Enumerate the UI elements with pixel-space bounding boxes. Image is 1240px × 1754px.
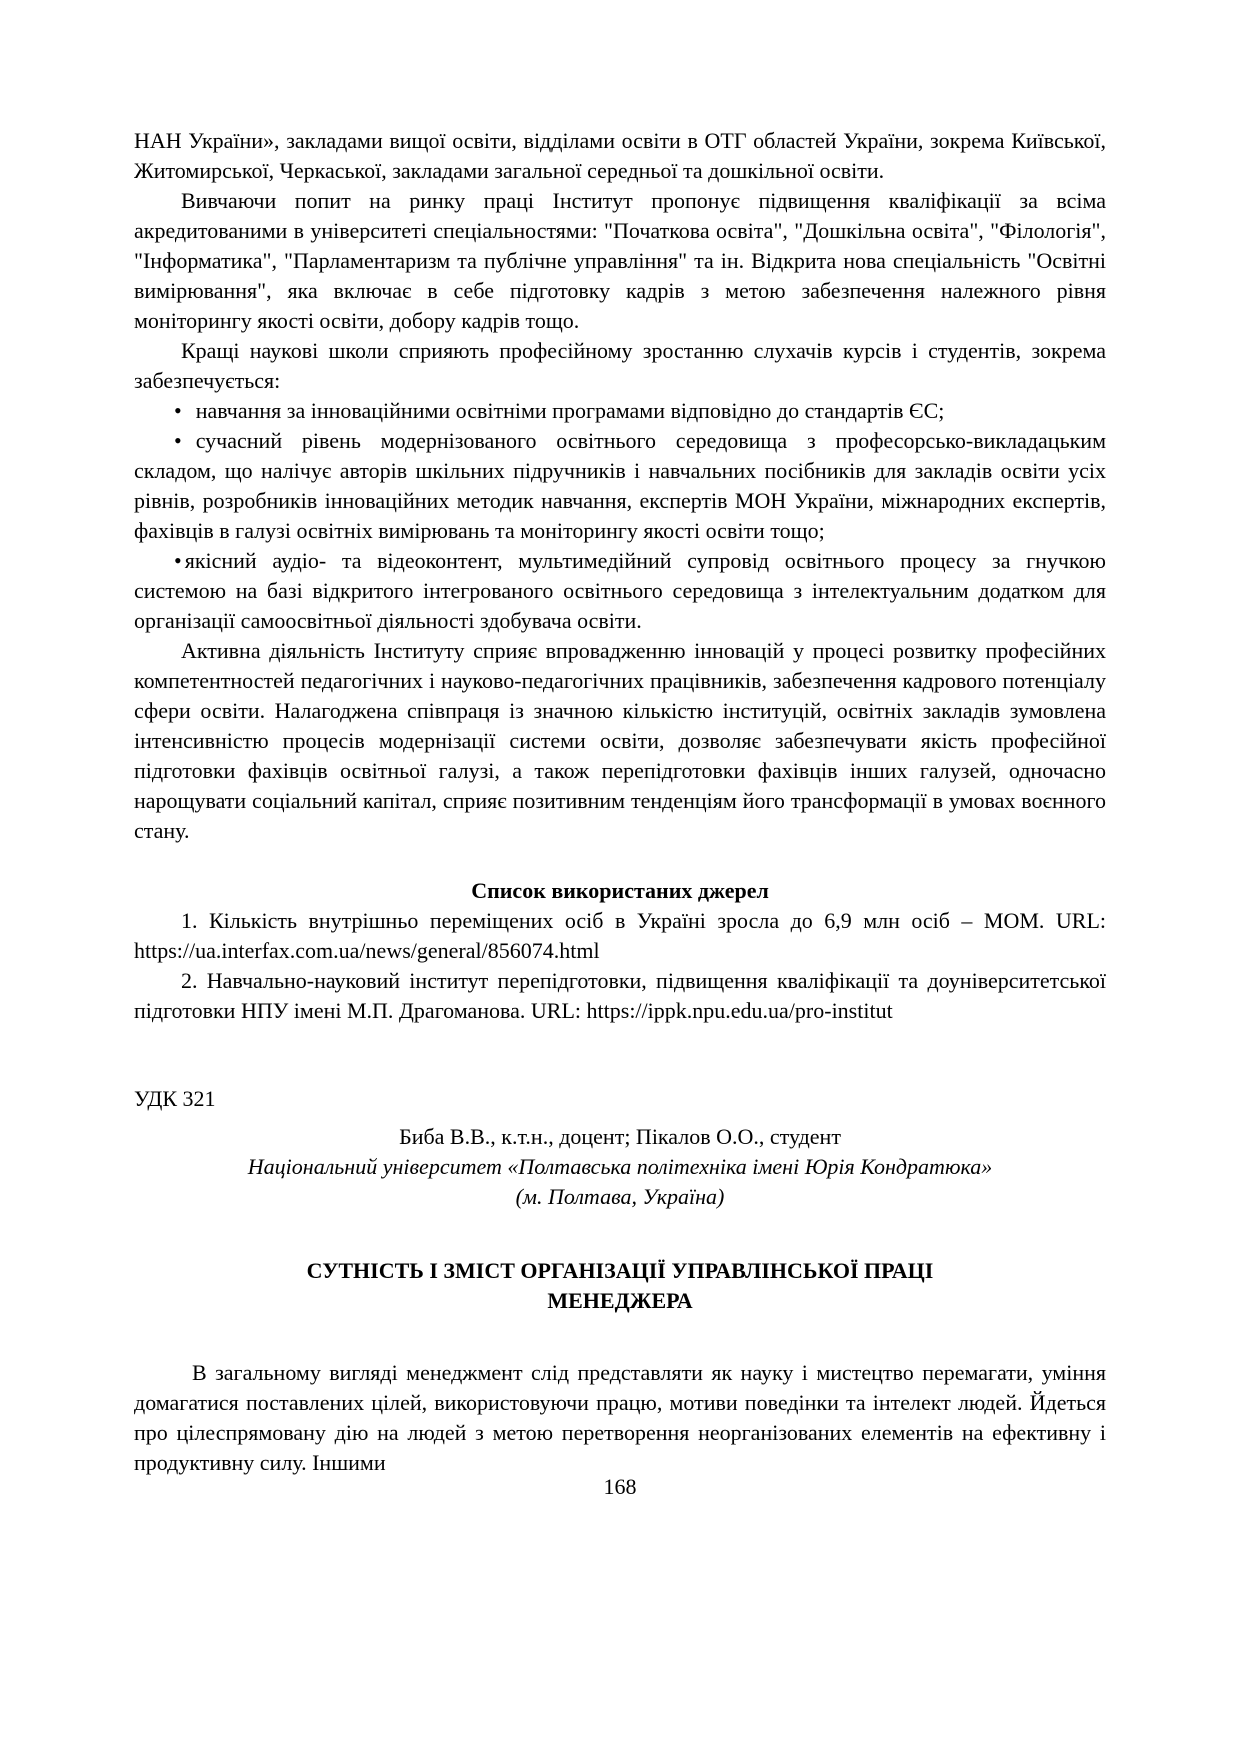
- article-location: (м. Полтава, Україна): [515, 1184, 725, 1209]
- bullet-icon: •: [174, 548, 182, 573]
- list-item: [134, 546, 1106, 636]
- reference-item: 1. Кількість внутрішньо переміщених осіб в Україні зросла до 6,9 млн осіб – МОМ. URL: https://ua.interfax.com.ua/news/general/856074.html: [134, 908, 1106, 963]
- udk-code: УДК 321: [134, 1086, 216, 1111]
- paragraph-schools-intro: Кращі наукові школи сприяють професійному зростанню слухачів курсів і студентів, зокрема забезпечується:: [134, 338, 1106, 393]
- article-title: СУТНІСТЬ І ЗМІСТ ОРГАНІЗАЦІЇ УПРАВЛІНСЬКОЇ ПРАЦІ МЕНЕДЖЕРА: [306, 1258, 934, 1313]
- page-number: 168: [603, 1474, 637, 1499]
- paragraph-continuation: НАН України», закладами вищої освіти, відділами освіти в ОТГ областей України, зокрема Київської, Житомирської, Черкаської, закладами загальної середньої та дошкільної освіти.: [134, 128, 1106, 183]
- bullet-icon: •: [174, 398, 182, 423]
- references-heading: Список використаних джерел: [471, 878, 769, 903]
- list-item: [134, 426, 1106, 546]
- page-content: [134, 126, 1106, 1478]
- article-affiliation: Національний університет «Полтавська політехніка імені Юрія Кондратюка»: [247, 1154, 993, 1179]
- bullet-text: якісний аудіо- та відеоконтент, мультимедійний супровід освітнього процесу за гнучкою системою на базі відкритого інтегрованого освітнього середовища з інтелектуальним додатком для організації самоосвітньої діяльності здобувача освіти.: [134, 548, 1106, 633]
- reference-item: 2. Навчально-науковий інститут перепідготовки, підвищення кваліфікації та доуніверситетської підготовки НПУ імені М.П. Драгоманова. URL: https://ippk.npu.edu.ua/pro-institut: [134, 968, 1106, 1023]
- paragraph-activity: Активна діяльність Інституту сприяє впровадженню інновацій у процесі розвитку професійних компетентностей педагогічних і науково-педагогічних працівників, забезпечення кадрового потенціалу сфери освіти. Налагоджена співпраця із значною кількістю інституцій, освітніх закладів зумовлена інтенсивністю процесів модернізації системи освіти, дозволяє забезпечувати якість професійної підготовки фахівців освітньої галузі, а також перепідготовки фахівців інших галузей, одночасно нарощувати соціальний капітал, сприяє позитивним тенденціям його трансформації в умовах воєнного стану.: [134, 638, 1106, 843]
- bullet-icon: •: [174, 428, 182, 453]
- bullet-text: сучасний рівень модернізованого освітнього середовища з професорсько-викладацьким складом, що налічує авторів шкільних підручників і навчальних посібників для закладів освіти усіх рівнів, розробників інноваційних методик навчання, експертів МОН України, міжнародних експертів, фахівців в галузі освітніх вимірювань та моніторингу якості освіти тощо;: [134, 428, 1106, 543]
- article-authors: Биба В.В., к.т.н., доцент; Пікалов О.О., студент: [399, 1124, 841, 1149]
- paragraph-demand: Вивчаючи попит на ринку праці Інститут пропонує підвищення кваліфікації за всіма акредитованими в університеті спеціальностями: "Початкова освіта", "Дошкільна освіта", "Філологія", "Інформатика", "Парламентаризм та публічне управління" та ін. Відкрита нова спеціальність "Освітні вимірювання", яка включає в себе підготовку кадрів з метою забезпечення належного рівня моніторингу якості освіти, добору кадрів тощо.: [134, 188, 1106, 333]
- paragraph-article-intro: В загальному вигляді менеджмент слід представляти як науку і мистецтво перемагати, уміння домагатися поставлених цілей, використовуючи працю, мотиви поведінки та інтелект людей. Йдеться про цілеспрямовану дію на людей з метою перетворення неорганізованих елементів на ефективну і продуктивну силу. Іншими: [134, 1360, 1106, 1475]
- bullet-text: навчання за інноваційними освітніми програмами відповідно до стандартів ЄС;: [195, 398, 945, 423]
- list-item: [134, 396, 1106, 426]
